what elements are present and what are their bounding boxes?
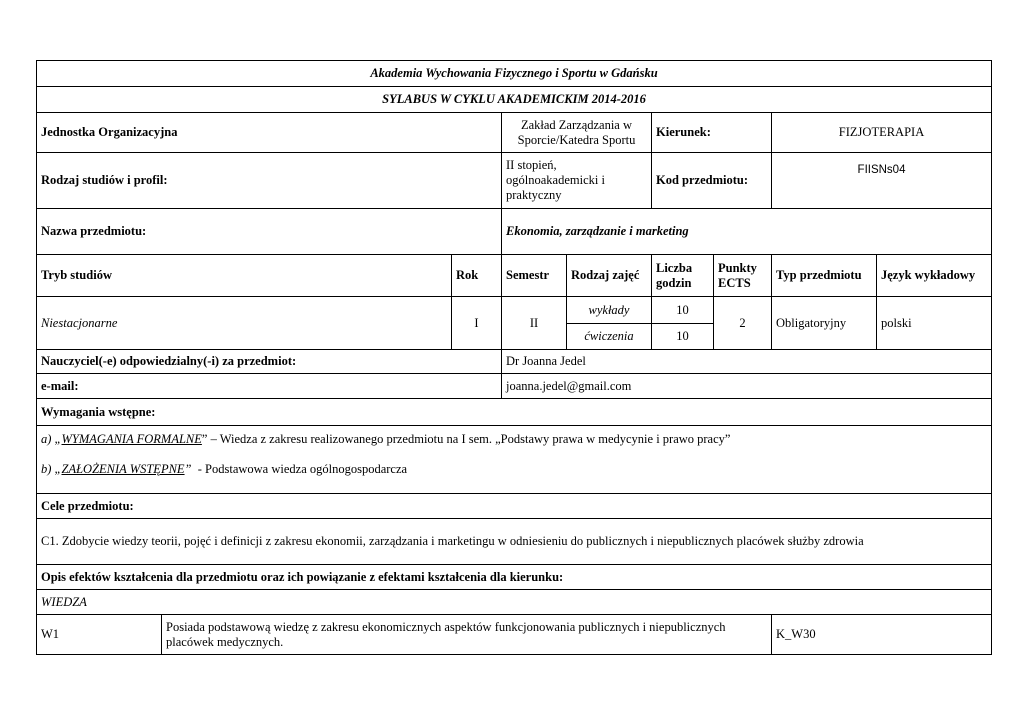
subject-label: Nazwa przedmiotu: bbox=[37, 209, 502, 255]
col-semester: Semestr bbox=[502, 255, 567, 297]
subject-value: Ekonomia, zarządzanie i marketing bbox=[502, 209, 992, 255]
unit-label: Jednostka Organizacyjna bbox=[37, 113, 502, 153]
language-value: polski bbox=[877, 297, 992, 350]
col-subject-type: Typ przedmiotu bbox=[772, 255, 877, 297]
studies-label: Rodzaj studiów i profil: bbox=[37, 153, 502, 209]
goal-c1: C1. Zdobycie wiedzy teorii, pojęć i definicji z zakresu ekonomii, zarządzania i marketingu w odniesieniu do publicznych i niepublicznych placówek służby zdrowia bbox=[37, 519, 992, 565]
col-ects: Punkty ECTS bbox=[714, 255, 772, 297]
requirement-formal: a) „WYMAGANIA FORMALNE” – Wiedza z zakresu realizowanego przedmiotu na I sem. „Podstawy prawa w medycynie i prawo pracy” bbox=[41, 432, 731, 446]
syllabus-title: SYLABUS W CYKLU AKADEMICKIM 2014-2016 bbox=[37, 87, 992, 113]
col-language: Język wykładowy bbox=[877, 255, 992, 297]
direction-value: FIZJOTERAPIA bbox=[772, 113, 992, 153]
teacher-label: Nauczyciel(-e) odpowiedzialny(-i) za przedmiot: bbox=[37, 350, 502, 374]
col-mode: Tryb studiów bbox=[37, 255, 452, 297]
email-label: e-mail: bbox=[37, 374, 502, 399]
knowledge-label: WIEDZA bbox=[37, 590, 992, 615]
col-class-type: Rodzaj zajęć bbox=[567, 255, 652, 297]
syllabus-table bbox=[36, 60, 992, 655]
ects-value: 2 bbox=[714, 297, 772, 350]
code-value: FIISNs04 bbox=[772, 153, 992, 209]
outcome-w1-text: Posiada podstawową wiedzę z zakresu ekonomicznych aspektów funkcjonowania publicznych i niepublicznych placówek medycznych. bbox=[162, 615, 772, 655]
exercises-label: ćwiczenia bbox=[567, 324, 652, 350]
col-year: Rok bbox=[452, 255, 502, 297]
requirement-assumptions: b) „ZAŁOŻENIA WSTĘPNE” - Podstawowa wiedza ogólnogospodarcza bbox=[41, 462, 408, 476]
unit-value: Zakład Zarządzania w Sporcie/Katedra Sportu bbox=[502, 113, 652, 153]
institution-name: Akademia Wychowania Fizycznego i Sportu w Gdańsku bbox=[37, 61, 992, 87]
code-label: Kod przedmiotu: bbox=[652, 153, 772, 209]
goals-label: Cele przedmiotu: bbox=[37, 494, 992, 519]
exercises-hours: 10 bbox=[652, 324, 714, 350]
outcome-w1-ref: K_W30 bbox=[772, 615, 992, 655]
year-value: I bbox=[452, 297, 502, 350]
semester-value: II bbox=[502, 297, 567, 350]
lectures-label: wykłady bbox=[567, 297, 652, 324]
requirements-label: Wymagania wstępne: bbox=[37, 399, 992, 426]
lectures-hours: 10 bbox=[652, 297, 714, 324]
email-value: joanna.jedel@gmail.com bbox=[502, 374, 992, 399]
mode-value: Niestacjonarne bbox=[37, 297, 452, 350]
teacher-value: Dr Joanna Jedel bbox=[502, 350, 992, 374]
subject-type-value: Obligatoryjny bbox=[772, 297, 877, 350]
requirement-formal-title: WYMAGANIA FORMALNE bbox=[61, 432, 202, 446]
requirements-content bbox=[37, 426, 992, 494]
col-hours: Liczba godzin bbox=[652, 255, 714, 297]
outcome-w1-code: W1 bbox=[37, 615, 162, 655]
outcomes-label: Opis efektów kształcenia dla przedmiotu oraz ich powiązanie z efektami kształcenia dla kierunku: bbox=[37, 565, 992, 590]
studies-value: II stopień, ogólnoakademicki i praktyczny bbox=[502, 153, 652, 209]
requirement-assumptions-title: ZAŁOŻENIA WSTĘPNE bbox=[61, 462, 185, 476]
direction-label: Kierunek: bbox=[652, 113, 772, 153]
